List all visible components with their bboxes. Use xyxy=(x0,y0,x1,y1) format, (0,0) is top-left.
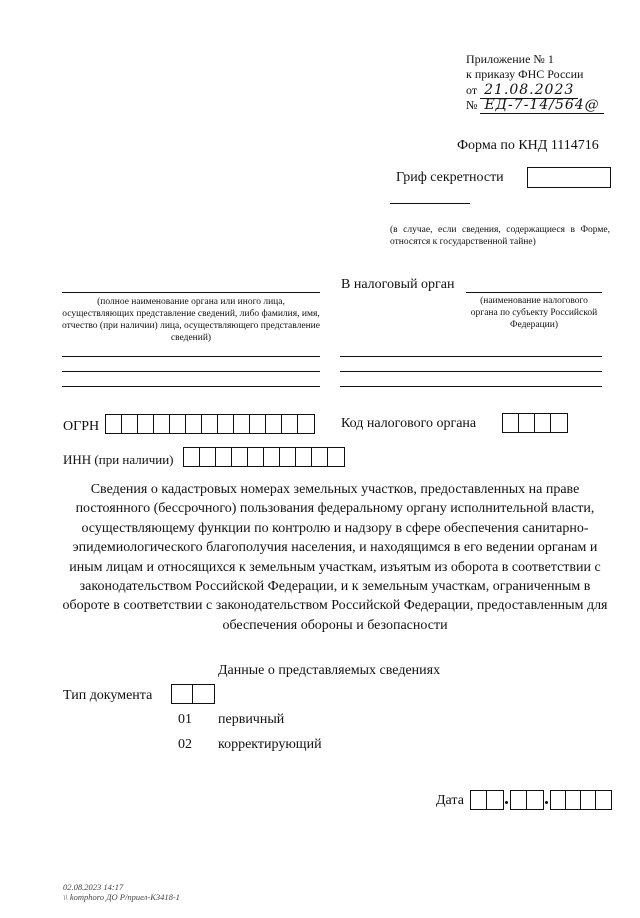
doc-type-option-text: первичный xyxy=(218,712,285,727)
order-number-value: ЕД-7-14/564@ xyxy=(480,97,603,114)
inn-cell[interactable] xyxy=(328,448,344,466)
secrecy-note: (в случае, если сведения, содержащиеся в Форме, относятся к государственной тайне) xyxy=(390,225,610,247)
authority-line-1[interactable] xyxy=(340,356,602,357)
inn-cell[interactable] xyxy=(264,448,280,466)
tax-code-cells[interactable] xyxy=(502,413,568,433)
submitter-line-3[interactable] xyxy=(62,386,320,387)
inn-cell[interactable] xyxy=(216,448,232,466)
ogrn-cell[interactable] xyxy=(186,415,202,433)
tax-authority-note: (наименование налогового органа по субъекту Российской Федерации) xyxy=(470,296,598,330)
ogrn-cell[interactable] xyxy=(234,415,250,433)
date-cell[interactable] xyxy=(581,791,596,809)
doc-type-option-code: 01 xyxy=(178,712,192,727)
ogrn-cell[interactable] xyxy=(138,415,154,433)
print-stamp-line: 02.08.2023 14:17 xyxy=(63,882,124,892)
doc-type-option-text: корректирующий xyxy=(218,737,322,752)
inn-cells[interactable] xyxy=(183,447,345,467)
date-cell[interactable] xyxy=(471,791,487,809)
appendix-label: Приложение № 1 xyxy=(466,52,554,66)
date-day-cells[interactable] xyxy=(470,790,504,810)
date-month-cells[interactable] xyxy=(510,790,544,810)
submitter-line-1[interactable] xyxy=(62,356,320,357)
date-cell[interactable] xyxy=(566,791,581,809)
order-date-row xyxy=(466,82,578,98)
ogrn-cell[interactable] xyxy=(122,415,138,433)
tax-code-cell[interactable] xyxy=(551,414,567,432)
print-stamp xyxy=(63,882,180,902)
document-title: Сведения о кадастровых номерах земельных участков, предоставленных на праве постоянного (бессрочного) пользования федеральному органу исполнительной власти, осуществляющему функции по контролю и надзору в сфере обеспечения санитарно-эпидемиологического благополучия населения, и находящимся в его ведении органам и иным лицам и относящихся к земельным участкам, изъятым из оборота в соответствии с законодательством Российской Федерации, и к земельным участкам, ограниченным в обороте в соответствии с законодательством Российской Федерации, предоставленным для обеспечения обороны и безопасности xyxy=(62,482,608,633)
inn-cell[interactable] xyxy=(184,448,200,466)
print-stamp-line: \\ komphoro ДО Р/приел-К3418-1 xyxy=(63,892,180,902)
ogrn-cell[interactable] xyxy=(170,415,186,433)
inn-label: ИНН (при наличии) xyxy=(63,452,174,467)
doc-type-label: Тип документа xyxy=(63,688,153,703)
date-year-cells[interactable] xyxy=(550,790,612,810)
ogrn-cell[interactable] xyxy=(202,415,218,433)
doc-type-option-code: 02 xyxy=(178,737,192,752)
inn-cell[interactable] xyxy=(232,448,248,466)
doc-type-cell[interactable] xyxy=(193,685,214,703)
tax-authority-label: В налоговый орган xyxy=(341,277,455,292)
date-separator-dot xyxy=(545,801,548,804)
order-label: к приказу ФНС России xyxy=(466,67,584,81)
order-number-prefix: № xyxy=(466,98,478,112)
tax-code-cell[interactable] xyxy=(503,414,519,432)
ogrn-cell[interactable] xyxy=(266,415,282,433)
date-cell[interactable] xyxy=(551,791,566,809)
tax-code-cell[interactable] xyxy=(535,414,551,432)
date-label: Дата xyxy=(436,793,464,808)
order-date-prefix: от xyxy=(466,83,478,97)
form-code: Форма по КНД 1114716 xyxy=(457,138,599,153)
inn-cell[interactable] xyxy=(200,448,216,466)
submitter-line-2[interactable] xyxy=(62,371,320,372)
date-separator-dot xyxy=(505,801,508,804)
date-cell[interactable] xyxy=(527,791,543,809)
doc-type-cells[interactable] xyxy=(171,684,215,704)
authority-line-3[interactable] xyxy=(340,386,602,387)
ogrn-cell[interactable] xyxy=(154,415,170,433)
ogrn-cell[interactable] xyxy=(298,415,314,433)
date-cell[interactable] xyxy=(596,791,611,809)
inn-cell[interactable] xyxy=(312,448,328,466)
date-cell[interactable] xyxy=(487,791,503,809)
order-number-row xyxy=(466,97,604,113)
tax-code-cell[interactable] xyxy=(519,414,535,432)
inn-cell[interactable] xyxy=(296,448,312,466)
tax-code-label: Код налогового органа xyxy=(341,416,477,431)
submitter-note: (полное наименование органа или иного лица, осуществляющих представление сведений, либо фамилия, имя, отчество (при наличии) лица, осуществляющего представление сведений) xyxy=(62,297,320,343)
ogrn-cell[interactable] xyxy=(282,415,298,433)
secrecy-field[interactable] xyxy=(527,167,611,188)
inn-cell[interactable] xyxy=(248,448,264,466)
ogrn-cell[interactable] xyxy=(106,415,122,433)
inn-cell[interactable] xyxy=(280,448,296,466)
authority-line-2[interactable] xyxy=(340,371,602,372)
ogrn-cell[interactable] xyxy=(218,415,234,433)
ogrn-label: ОГРН xyxy=(63,419,100,434)
doc-type-cell[interactable] xyxy=(172,685,193,703)
order-date-value: 21.08.2023 xyxy=(480,82,578,99)
ogrn-cell[interactable] xyxy=(250,415,266,433)
date-cell[interactable] xyxy=(511,791,527,809)
submitter-underline[interactable] xyxy=(62,292,320,293)
secrecy-underline xyxy=(390,203,470,204)
secrecy-label: Гриф секретности xyxy=(396,170,504,185)
section-title: Данные о представляемых сведениях xyxy=(218,663,441,678)
tax-authority-underline[interactable] xyxy=(466,292,602,293)
ogrn-cells[interactable] xyxy=(105,414,315,434)
